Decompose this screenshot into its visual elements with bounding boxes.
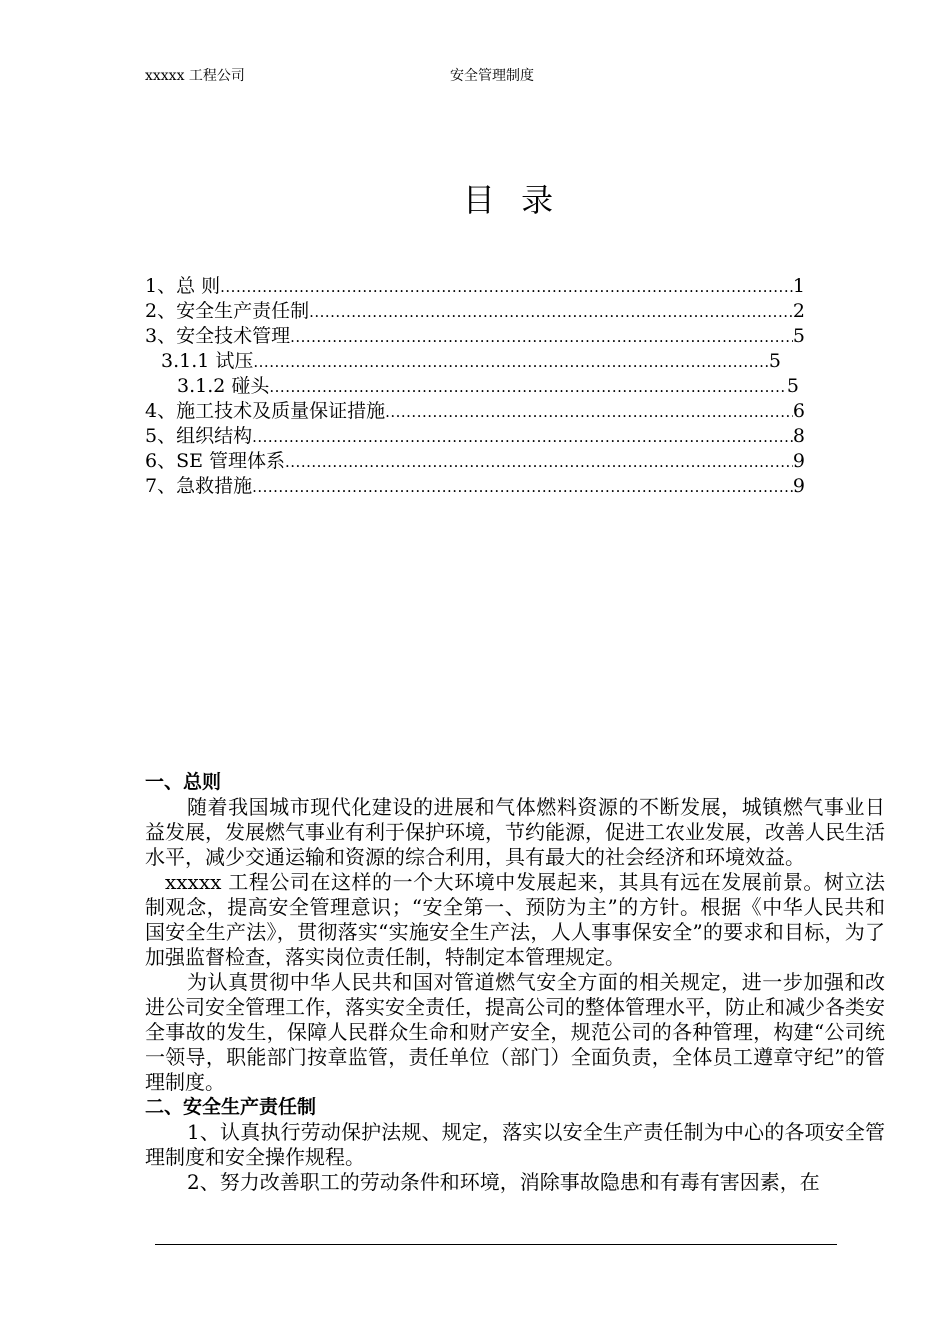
toc-entry-page: 9 <box>792 475 805 497</box>
toc-leader-dots <box>290 325 793 349</box>
toc-entry[interactable] <box>145 349 781 374</box>
document-body <box>145 770 885 1195</box>
toc-leader-dots <box>252 425 793 449</box>
toc-entry[interactable] <box>145 449 805 474</box>
toc-leader-dots <box>253 350 769 374</box>
paragraph: 为认真贯彻中华人民共和国对管道燃气安全方面的相关规定，进一步加强和改进公司安全管理工作，落实安全责任，提高公司的整体管理水平，防止和减少各类安全事故的发生，保障人民群众生命和财产安全，规范公司的各种管理，构建“公司统一领导，职能部门按章监管，责任单位（部门）全面负责，全体员工遵章守纪”的管理制度。 <box>145 970 885 1094</box>
toc-entry-label: 5、组织结构 <box>145 425 253 447</box>
toc-entry-page: 5 <box>786 375 799 397</box>
toc-entry-label: 3、安全技术管理 <box>145 325 291 347</box>
toc-entry-label: 1、总 则 <box>145 275 221 297</box>
header-doc-title: 安全管理制度 <box>450 68 534 84</box>
toc-entry-page: 5 <box>792 325 805 347</box>
toc-entry-label: 4、施工技术及质量保证措施 <box>145 400 386 422</box>
toc-entry-page: 5 <box>768 350 781 372</box>
toc-entry-page: 8 <box>792 425 805 447</box>
table-of-contents <box>145 274 805 499</box>
toc-entry[interactable] <box>145 324 805 349</box>
toc-entry[interactable] <box>145 274 805 299</box>
paragraph: xxxxx 工程公司在这样的一个大环境中发展起来，其具有远在发展前景。树立法制观念，提高安全管理意识；“安全第一、预防为主”的方针。根据《中华人民共和国安全生产法》，贯彻落实“实施安全生产法，人人事事保安全”的要求和目标，为了加强监督检查，落实岗位责任制，特制定本管理规定。 <box>145 870 885 969</box>
toc-entry-label: 7、急救措施 <box>145 475 253 497</box>
toc-entry-label: 3.1.1 试压 <box>161 350 254 372</box>
section-heading-general: 一、总则 <box>145 771 222 793</box>
toc-leader-dots <box>220 275 793 299</box>
toc-leader-dots <box>385 400 793 424</box>
toc-entry[interactable] <box>145 424 805 449</box>
paragraph: 随着我国城市现代化建设的进展和气体燃料资源的不断发展，城镇燃气事业日益发展，发展燃气事业有利于保护环境，节约能源，促进工农业发展，改善人民生活水平，减少交通运输和资源的综合利用，具有最大的社会经济和环境效益。 <box>145 795 885 869</box>
toc-entry[interactable] <box>145 399 805 424</box>
toc-entry-label: 3.1.2 碰头 <box>177 375 270 397</box>
toc-entry-page: 6 <box>792 400 805 422</box>
toc-entry-page: 2 <box>792 300 805 322</box>
toc-leader-dots <box>309 300 793 324</box>
section-heading-responsibility: 二、安全生产责任制 <box>145 1096 317 1118</box>
toc-leader-dots <box>285 450 793 474</box>
paragraph: 1、认真执行劳动保护法规、规定，落实以安全生产责任制为中心的各项安全管理制度和安全操作规程。 <box>145 1120 885 1169</box>
toc-entry-label: 6、SE 管理体系 <box>145 450 286 472</box>
footer-divider <box>155 1244 837 1245</box>
paragraph: 2、努力改善职工的劳动条件和环境，消除事故隐患和有毒有害因素，在 <box>187 1170 820 1194</box>
toc-entry[interactable] <box>145 474 805 499</box>
header-company: xxxxx 工程公司 <box>145 68 245 84</box>
toc-leader-dots <box>252 475 793 499</box>
toc-entry-page: 9 <box>792 450 805 472</box>
toc-title: 目 录 <box>462 181 562 219</box>
toc-entry[interactable] <box>145 299 805 324</box>
toc-leader-dots <box>269 375 787 399</box>
toc-entry[interactable] <box>145 374 799 399</box>
toc-entry-page: 1 <box>792 275 805 297</box>
toc-entry-label: 2、安全生产责任制 <box>145 300 310 322</box>
